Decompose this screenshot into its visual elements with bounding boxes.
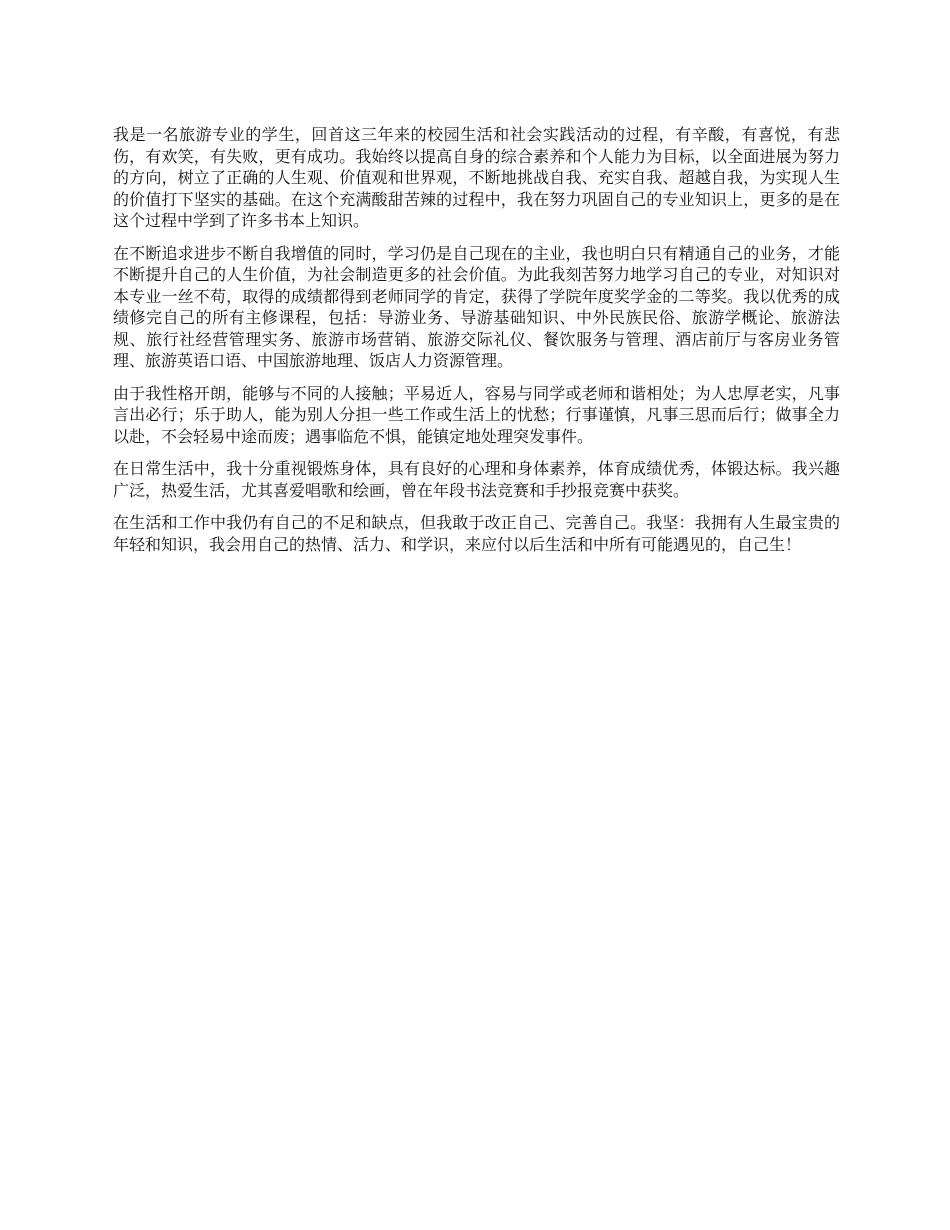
paragraph-4: 在日常生活中，我十分重视锻炼身体，具有良好的心理和身体素养，体育成绩优秀，体锻达标。我兴趣广泛，热爱生活，尤其喜爱唱歌和绘画，曾在年段书法竞赛和手抄报竞赛中获奖。 (113, 459, 840, 500)
paragraph-5: 在生活和工作中我仍有自己的不足和缺点，但我敢于改正自己、完善自己。我坚：我拥有人生最宝贵的年轻和知识，我会用自己的热情、活力、和学识，来应付以后生活和中所有可能遇见的，自己生！ (113, 513, 840, 554)
paragraph-1: 我是一名旅游专业的学生，回首这三年来的校园生活和社会实践活动的过程，有辛酸，有喜悦，有悲伤，有欢笑，有失败，更有成功。我始终以提高自身的综合素养和个人能力为目标，以全面进展为努力的方向，树立了正确的人生观、价值观和世界观，不断地挑战自我、充实自我、超越自我，为实现人生的价值打下坚实的基础。在这个充满酸甜苦辣的过程中，我在努力巩固自己的专业知识上，更多的是在这个过程中学到了许多书本上知识。 (113, 125, 840, 230)
document-body (113, 124, 840, 566)
paragraph-2: 在不断追求进步不断自我增值的同时，学习仍是自己现在的主业，我也明白只有精通自己的业务，才能不断提升自己的人生价值，为社会制造更多的社会价值。为此我刻苦努力地学习自己的专业，对知识对本专业一丝不苟，取得的成绩都得到老师同学的肯定，获得了学院年度奖学金的二等奖。我以优秀的成绩修完自己的所有主修课程，包括：导游业务、导游基础知识、中外民族民俗、旅游学概论、旅游法规、旅行社经营管理实务、旅游市场营销、旅游交际礼仪、餐饮服务与管理、酒店前厅与客房业务管理、旅游英语口语、中国旅游地理、饭店人力资源管理。 (113, 243, 840, 370)
paragraph-3: 由于我性格开朗，能够与不同的人接触；平易近人，容易与同学或老师和谐相处；为人忠厚老实，凡事言出必行；乐于助人，能为别人分担一些工作或生活上的忧愁；行事谨慎，凡事三思而后行；做事全力以赴，不会轻易中途而废；遇事临危不惧，能镇定地处理突发事件。 (113, 383, 840, 446)
